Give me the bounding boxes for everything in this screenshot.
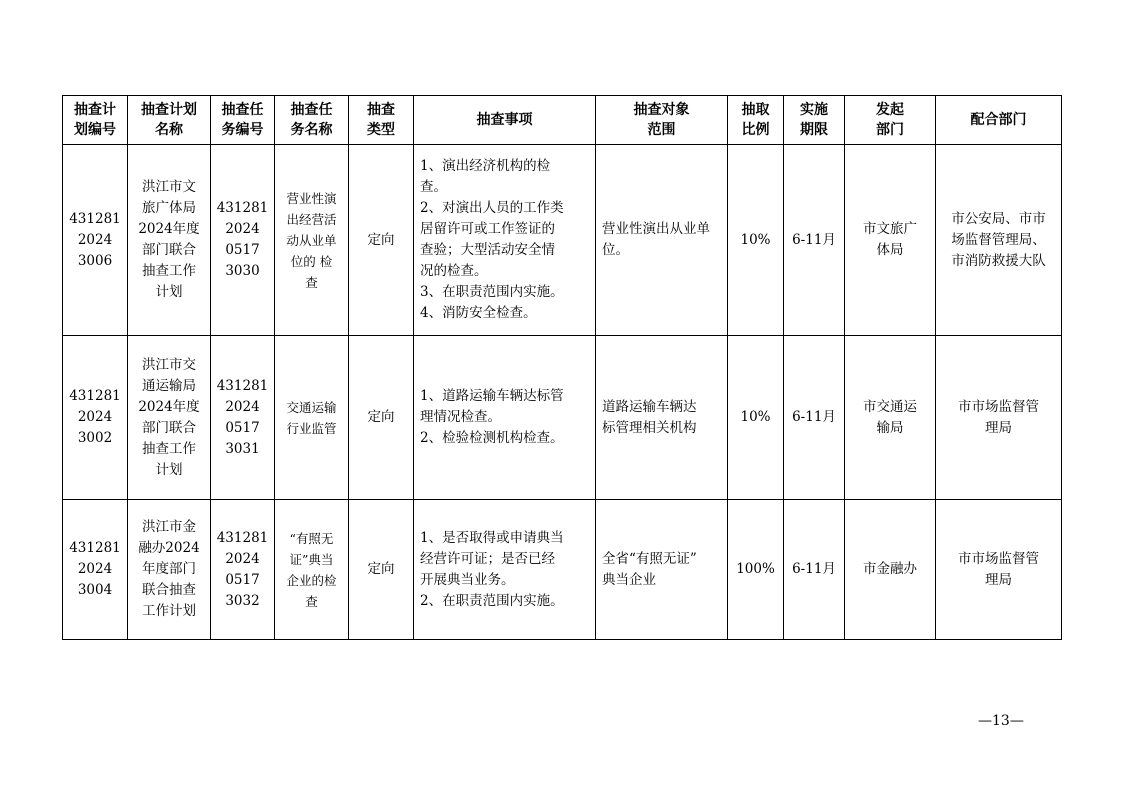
cell-type: 定向 (349, 336, 414, 500)
cell-period: 6-11月 (784, 336, 845, 500)
cell-task-name: 交通运输 行业监管 (275, 336, 349, 500)
cell-ratio: 100% (728, 500, 784, 640)
cell-coop: 市公安局、市市 场监督管理局、 市消防救援大队 (936, 145, 1062, 336)
page-number: —13— (978, 713, 1024, 729)
cell-ratio: 10% (728, 145, 784, 336)
table-row (63, 500, 1062, 640)
cell-items: 1、是否取得或申请典当 经营许可证；是否已经 开展典当业务。 2、在职责范围内实施。 (414, 500, 596, 640)
header-items: 抽查事项 (414, 96, 596, 145)
cell-items: 1、道路运输车辆达标管 理情况检查。 2、检验检测机构检查。 (414, 336, 596, 500)
header-row (63, 96, 1062, 145)
cell-type: 定向 (349, 500, 414, 640)
cell-plan-name: 洪江市文 旅广体局 2024年度 部门联合 抽查工作 计划 (128, 145, 211, 336)
cell-task-no: 431281 2024 0517 3030 (211, 145, 275, 336)
cell-plan-name: 洪江市交 通运输局 2024年度 部门联合 抽查工作 计划 (128, 336, 211, 500)
cell-period: 6-11月 (784, 500, 845, 640)
cell-task-name: 营业性演 出经营活 动从业单 位的 检 查 (275, 145, 349, 336)
header-coop: 配合部门 (936, 96, 1062, 145)
header-dept: 发起 部门 (845, 96, 936, 145)
cell-type: 定向 (349, 145, 414, 336)
cell-plan-no: 431281 2024 3006 (63, 145, 128, 336)
header-scope: 抽查对象 范围 (596, 96, 728, 145)
header-period: 实施 期限 (784, 96, 845, 145)
cell-items: 1、演出经济机构的检 查。 2、对演出人员的工作类 居留许可或工作签证的 查验；大型活动安全情 况的检查。 3、在职责范围内实施。 4、消防安全检查。 (414, 145, 596, 336)
cell-ratio: 10% (728, 336, 784, 500)
cell-coop: 市市场监督管 理局 (936, 336, 1062, 500)
cell-period: 6-11月 (784, 145, 845, 336)
table-row (63, 336, 1062, 500)
header-plan-name: 抽查计划 名称 (128, 96, 211, 145)
table-row (63, 145, 1062, 336)
cell-plan-name: 洪江市金 融办2024 年度部门 联合抽查 工作计划 (128, 500, 211, 640)
header-plan-no: 抽查计 划编号 (63, 96, 128, 145)
cell-scope: 营业性演出从业单 位。 (596, 145, 728, 336)
cell-scope: 道路运输车辆达 标管理相关机构 (596, 336, 728, 500)
header-ratio: 抽取 比例 (728, 96, 784, 145)
header-type: 抽查 类型 (349, 96, 414, 145)
cell-plan-no: 431281 2024 3002 (63, 336, 128, 500)
inspection-plan-table (62, 95, 1062, 640)
header-task-name: 抽查任 务名称 (275, 96, 349, 145)
cell-dept: 市交通运 输局 (845, 336, 936, 500)
cell-dept: 市金融办 (845, 500, 936, 640)
cell-plan-no: 431281 2024 3004 (63, 500, 128, 640)
cell-task-no: 431281 2024 0517 3031 (211, 336, 275, 500)
cell-coop: 市市场监督管 理局 (936, 500, 1062, 640)
cell-scope: 全省“有照无证” 典当企业 (596, 500, 728, 640)
header-task-no: 抽查任 务编号 (211, 96, 275, 145)
cell-task-name: “有照无 证”典当 企业的检 查 (275, 500, 349, 640)
cell-task-no: 431281 2024 0517 3032 (211, 500, 275, 640)
cell-dept: 市文旅广 体局 (845, 145, 936, 336)
